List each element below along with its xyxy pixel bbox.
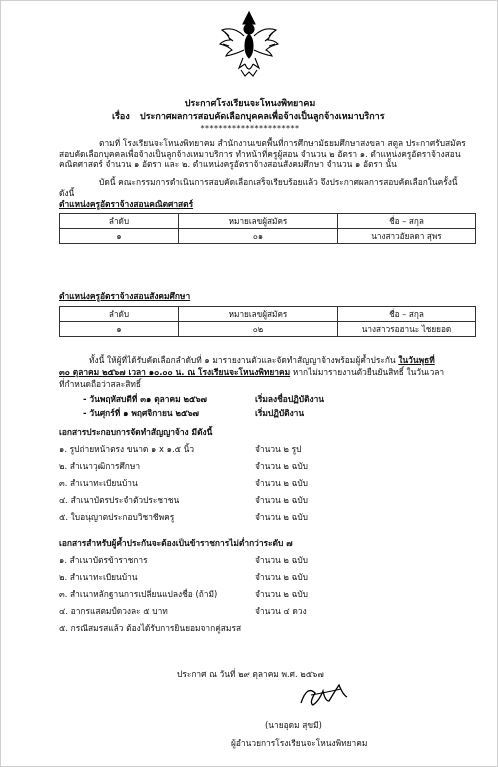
announcement-title: ประกาศโรงเรียนจะโหนงพิทยาคม: [184, 99, 316, 109]
list-item-qty: จำนวน ๒ รูป: [255, 444, 302, 454]
notice-text: หากไม่มารายงานตัวยืนยันสิทธิ์ ในวันเวลา: [292, 367, 445, 377]
list-item-qty: จำนวน ๒ ฉบับ: [255, 512, 308, 522]
report-time-place: ๓๐ ตุลาคม ๒๕๖๗ เวลา ๑๐.๐๐ น. ณ โรงเรียนจะโหนงพิทยาคม: [59, 367, 291, 377]
social-results-table: [59, 306, 476, 337]
list-item: ๒. สำเนาทะเบียนบ้าน: [59, 572, 138, 582]
list-item-qty: จำนวน ๒ ฉบับ: [255, 589, 308, 599]
list-item: ๕. ใบอนุญาตประกอบวิชาชีพครู: [59, 512, 175, 522]
signer-name: (นายอุดม สุขมี): [265, 720, 322, 730]
list-item: ๔. สำเนาบัตรประจำตัวประชาชน: [59, 495, 180, 505]
math-results-table: [59, 213, 476, 244]
subject-text: ประกาศผลการสอบคัดเลือกบุคคลเพื่อจ้างเป็นลูกจ้างเหมาบริการ: [140, 112, 385, 122]
list-item: ๓. สำเนาหลักฐานการเปลี่ยนแปลงชื่อ (ถ้ามี): [59, 589, 218, 599]
announcement-date: ประกาศ ณ วันที่ ๒๙ ตุลาคม พ.ศ. ๒๕๖๗: [177, 669, 324, 679]
col-order: ลำดับ: [60, 214, 179, 229]
row-applicant-no: ๐๑: [179, 229, 338, 244]
guarantor-docs-heading: เอกสารสำหรับผู้ค้ำประกันจะต้องเป็นข้าราชการไม่ต่ำกว่าระดับ ๗: [59, 538, 293, 548]
list-item: ๓. สำเนาทะเบียนบ้าน: [59, 478, 138, 488]
report-date-emphasis: ในวันพุธที่: [398, 355, 435, 365]
notice-line-1: [89, 355, 435, 366]
schedule-date-2: - วันศุกร์ที่ ๑ พฤศจิกายน ๒๕๖๗: [83, 408, 199, 418]
list-item-qty: จำนวน ๒ ฉบับ: [255, 572, 308, 582]
signer-title: ผู้อำนวยการโรงเรียนจะโหนงพิทยาคม: [231, 738, 368, 748]
contract-docs-heading: เอกสารประกอบการจัดทำสัญญาจ้าง มีดังนี้: [59, 427, 213, 437]
col-applicant-no: หมายเลขผู้สมัคร: [179, 214, 338, 229]
table-row: [60, 322, 476, 337]
list-item-qty: จำนวน ๒ ฉบับ: [255, 495, 308, 505]
list-item: ๒. สำเนาวุฒิการศึกษา: [59, 461, 141, 471]
subject-label: เรื่อง: [112, 112, 130, 122]
table-row: [60, 229, 476, 244]
col-name: ชื่อ – สกุล: [338, 307, 476, 322]
list-item: ๔. อากรแสตมป์ดวงละ ๕ บาท: [59, 606, 168, 616]
row-applicant-no: ๐๒: [179, 322, 338, 337]
garuda-emblem-icon: [217, 8, 281, 78]
col-order: ลำดับ: [60, 307, 179, 322]
row-order: ๑: [60, 322, 179, 337]
notice-line-3: ที่กำหนดถือว่าสละสิทธิ์: [59, 379, 141, 389]
list-item-qty: จำนวน ๒ ฉบับ: [255, 478, 308, 488]
col-applicant-no: หมายเลขผู้สมัคร: [179, 307, 338, 322]
row-order: ๑: [60, 229, 179, 244]
list-item: ๑. รูปถ่ายหน้าตรง ขนาด ๑ x ๑.๕ นิ้ว: [59, 444, 195, 454]
section-math-heading: ตำแหน่งครูอัตราจ้างสอนคณิตศาสตร์: [59, 199, 194, 209]
schedule-event-2: เริ่มปฏิบัติงาน: [255, 408, 305, 418]
result-intro-paragraph: บัดนี้ คณะกรรมการดำเนินการสอบคัดเลือกเสร็จเรียบร้อยแล้ว จึงประกาศผลการสอบคัดเลือกในครั้งนี้ ดังนี้: [59, 177, 458, 198]
separator-stars: **********************: [200, 124, 300, 133]
list-item-qty: จำนวน ๔ ดวง: [255, 606, 307, 616]
signature: [297, 681, 355, 711]
notice-line-2: [59, 367, 444, 378]
schedule-event-1: เริ่มลงชื่อปฏิบัติงาน: [255, 394, 325, 404]
list-item-qty: จำนวน ๒ ฉบับ: [255, 461, 308, 471]
row-name: นางสาวอัยลดา สุพร: [338, 229, 476, 244]
section-social-heading: ตำแหน่งครูอัตราจ้างสอนสังคมศึกษา: [59, 291, 191, 301]
list-item: ๑. สำเนาบัตรข้าราชการ: [59, 555, 148, 565]
col-name: ชื่อ – สกุล: [338, 214, 476, 229]
notice-text: ทั้งนี้ ให้ผู้ที่ได้รับคัดเลือกลำดับที่ ๑ มารายงานตัวและจัดทำสัญญาจ้างพร้อมผู้ค้ำประกัน: [89, 355, 396, 365]
row-name: นางสาวรอฮานะ ไชยยอด: [338, 322, 476, 337]
intro-paragraph: ตามที่ โรงเรียนจะโหนงพิทยาคม สำนักงานเขตพื้นที่การศึกษามัธยมศึกษาสงขลา สตูล ประกาศรับสมัครสอบคัดเลือกบุคคลเพื่อจ้างเป็นลูกจ้างเหมาบริการ ทำหน้าที่ครูผู้สอน จำนวน ๒ อัตรา ๑. ตำแหน่งครูอัตราจ้างสอนคณิตศาสตร์ จำนวน ๑ อัตรา และ ๒. ตำแหน่งครูอัตราจ้างสอนสังคมศึกษา จำนวน ๑ อัตรา นั้น: [59, 138, 466, 169]
schedule-date-1: - วันพฤหัสบดีที่ ๓๑ ตุลาคม ๒๕๖๗: [83, 394, 207, 404]
list-item: ๕. กรณีสมรสแล้ว ต้องได้รับการยินยอมจากคู่สมรส: [59, 623, 242, 633]
list-item-qty: จำนวน ๒ ฉบับ: [255, 555, 308, 565]
